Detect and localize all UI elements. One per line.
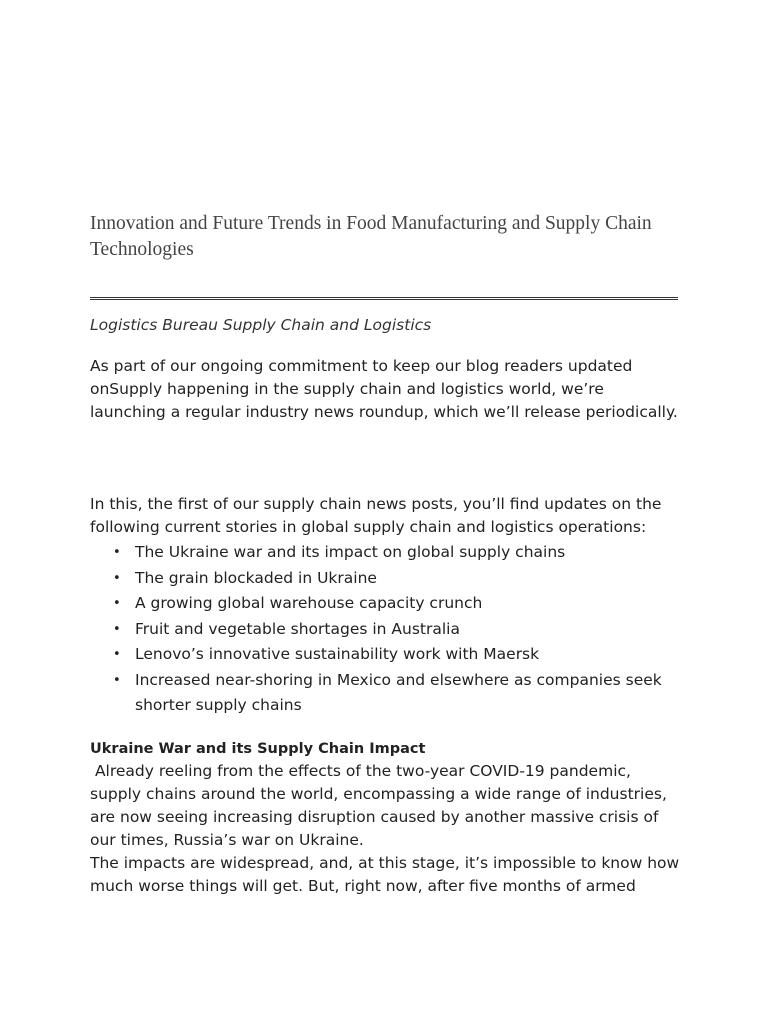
bullet-icon: • — [113, 596, 121, 611]
byline: Logistics Bureau Supply Chain and Logistics — [90, 316, 432, 334]
section-heading: Ukraine War and its Supply Chain Impact — [90, 741, 426, 757]
list-item — [90, 566, 680, 592]
bullet-icon: • — [113, 621, 121, 637]
intro-paragraph: As part of our ongoing commitment to keep our blog readers updated onSupply happening in the supply chain and logistics world, we’re launching a regular industry news roundup, which we’ll release periodically. — [90, 357, 678, 421]
list-item — [90, 642, 680, 668]
title-divider — [90, 297, 678, 300]
list-item — [90, 591, 680, 617]
bullet-icon: • — [113, 570, 121, 586]
bullet-icon: • — [113, 672, 121, 688]
list-item — [90, 668, 680, 719]
section-paragraph-2: The impacts are widespread, and, at this stage, it’s impossible to know how much worse things will get. But, right now, after five months of armed — [90, 854, 680, 895]
bullet-icon: • — [113, 647, 121, 662]
list-item-text: Increased near-shoring in Mexico and elsewhere as companies seek shorter supply chains — [135, 670, 662, 714]
list-item-text: The Ukraine war and its impact on global supply chains — [135, 543, 566, 561]
lead-paragraph: In this, the first of our supply chain news posts, you’ll find updates on the following current stories in global supply chain and logistics operations: — [90, 495, 662, 536]
document-title: Innovation and Future Trends in Food Manufacturing and Supply Chain Technologies — [90, 213, 652, 260]
bullet-icon: • — [113, 545, 121, 560]
story-list — [90, 540, 680, 719]
document-page — [90, 0, 680, 1024]
list-item-text: The grain blockaded in Ukraine — [135, 568, 377, 587]
section-body — [90, 760, 680, 898]
list-item-text: Fruit and vegetable shortages in Australia — [135, 619, 460, 638]
list-item-text: Lenovo’s innovative sustainability work with Maersk — [135, 645, 540, 663]
list-item — [90, 617, 680, 643]
list-item — [90, 540, 680, 566]
list-item-text: A growing global warehouse capacity crunch — [135, 594, 483, 612]
section-paragraph-1: Already reeling from the effects of the two-year COVID-19 pandemic, supply chains around the world, encompassing a wide range of industries, are now seeing increasing disruption caused by another massive crisis of our times, Russia’s war on Ukraine. — [90, 762, 672, 849]
